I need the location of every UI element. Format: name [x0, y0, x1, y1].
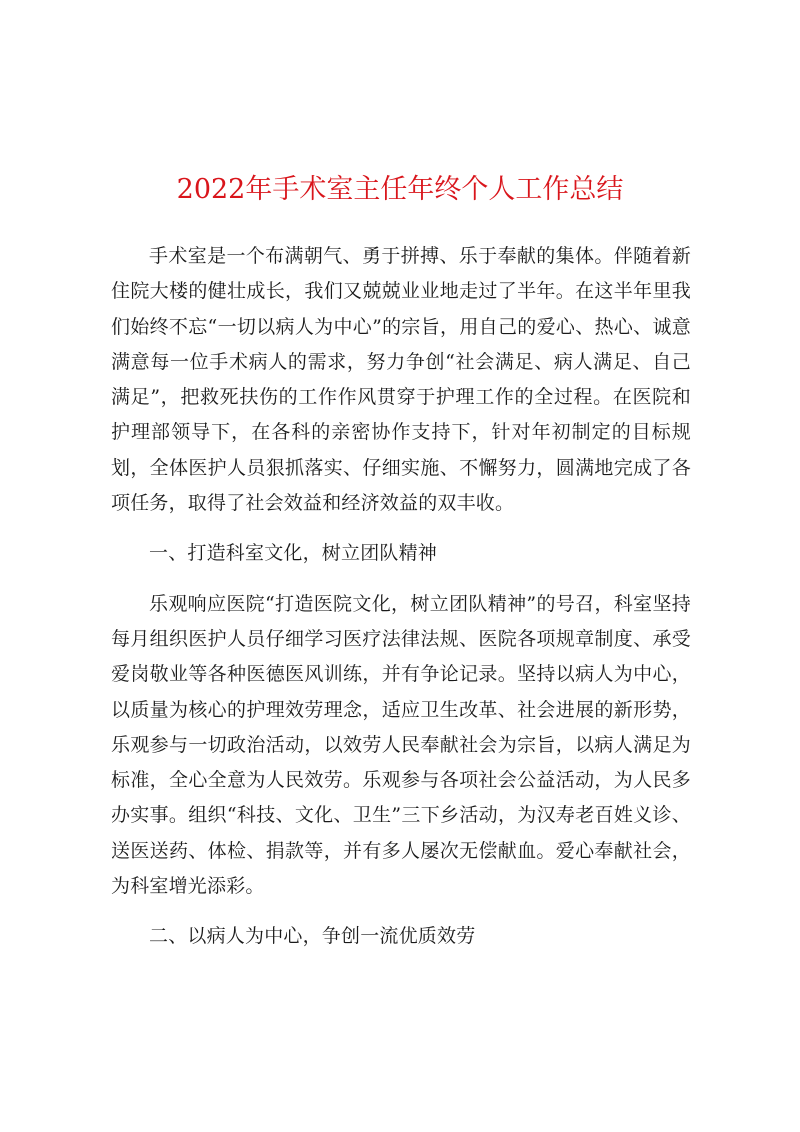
document-title: 2022年手术室主任年终个人工作总结 — [176, 174, 624, 205]
paragraph-gap — [111, 521, 691, 529]
section-heading-2: 二、以病人为中心，争创一流优质效劳 — [149, 925, 476, 948]
document-body — [111, 239, 691, 962]
paragraph-gap — [111, 579, 691, 587]
intro-paragraph: 手术室是一个布满朝气、勇于拼搏、乐于奉献的集体。伴随着新住院大楼的健壮成长，我们又兢兢业业地走过了半年。在这半年里我们始终不忘“一切以病人为中心”的宗旨，用自己的爱心、热心、诚意满意每一位手术病人的需求，努力争创“社会满足、病人满足、自己满足”，把救死扶伤的工作作风贯穿于护理工作的全过程。在医院和护理部领导下，在各科的亲密协作支持下，针对年初制定的目标规划，全体医护人员狠抓落实、仔细实施、不懈努力，圆满地完成了各项任务，取得了社会效益和经济效益的双丰收。 — [111, 245, 691, 515]
section-heading-1: 一、打造科室文化，树立团队精神 — [149, 542, 438, 565]
paragraph-gap — [111, 904, 691, 912]
section-1-paragraph: 乐观响应医院“打造医院文化，树立团队精神”的号召，科室坚持每月组织医护人员仔细学习医疗法律法规、医院各项规章制度、承受爱岗敬业等各种医德医风训练，并有争论记录。坚持以病人为中心，以质量为核心的护理效劳理念，适应卫生改革、社会进展的新形势，乐观参与一切政治活动，以效劳人民奉献社会为宗旨，以病人满足为标准，全心全意为人民效劳。乐观参与各项社会公益活动，为人民多办实事。组织“科技、文化、卫生”三下乡活动，为汉寿老百姓义诊、送医送药、体检、捐款等，并有多人屡次无偿献血。爱心奉献社会，为科室增光添彩。 — [111, 592, 691, 898]
